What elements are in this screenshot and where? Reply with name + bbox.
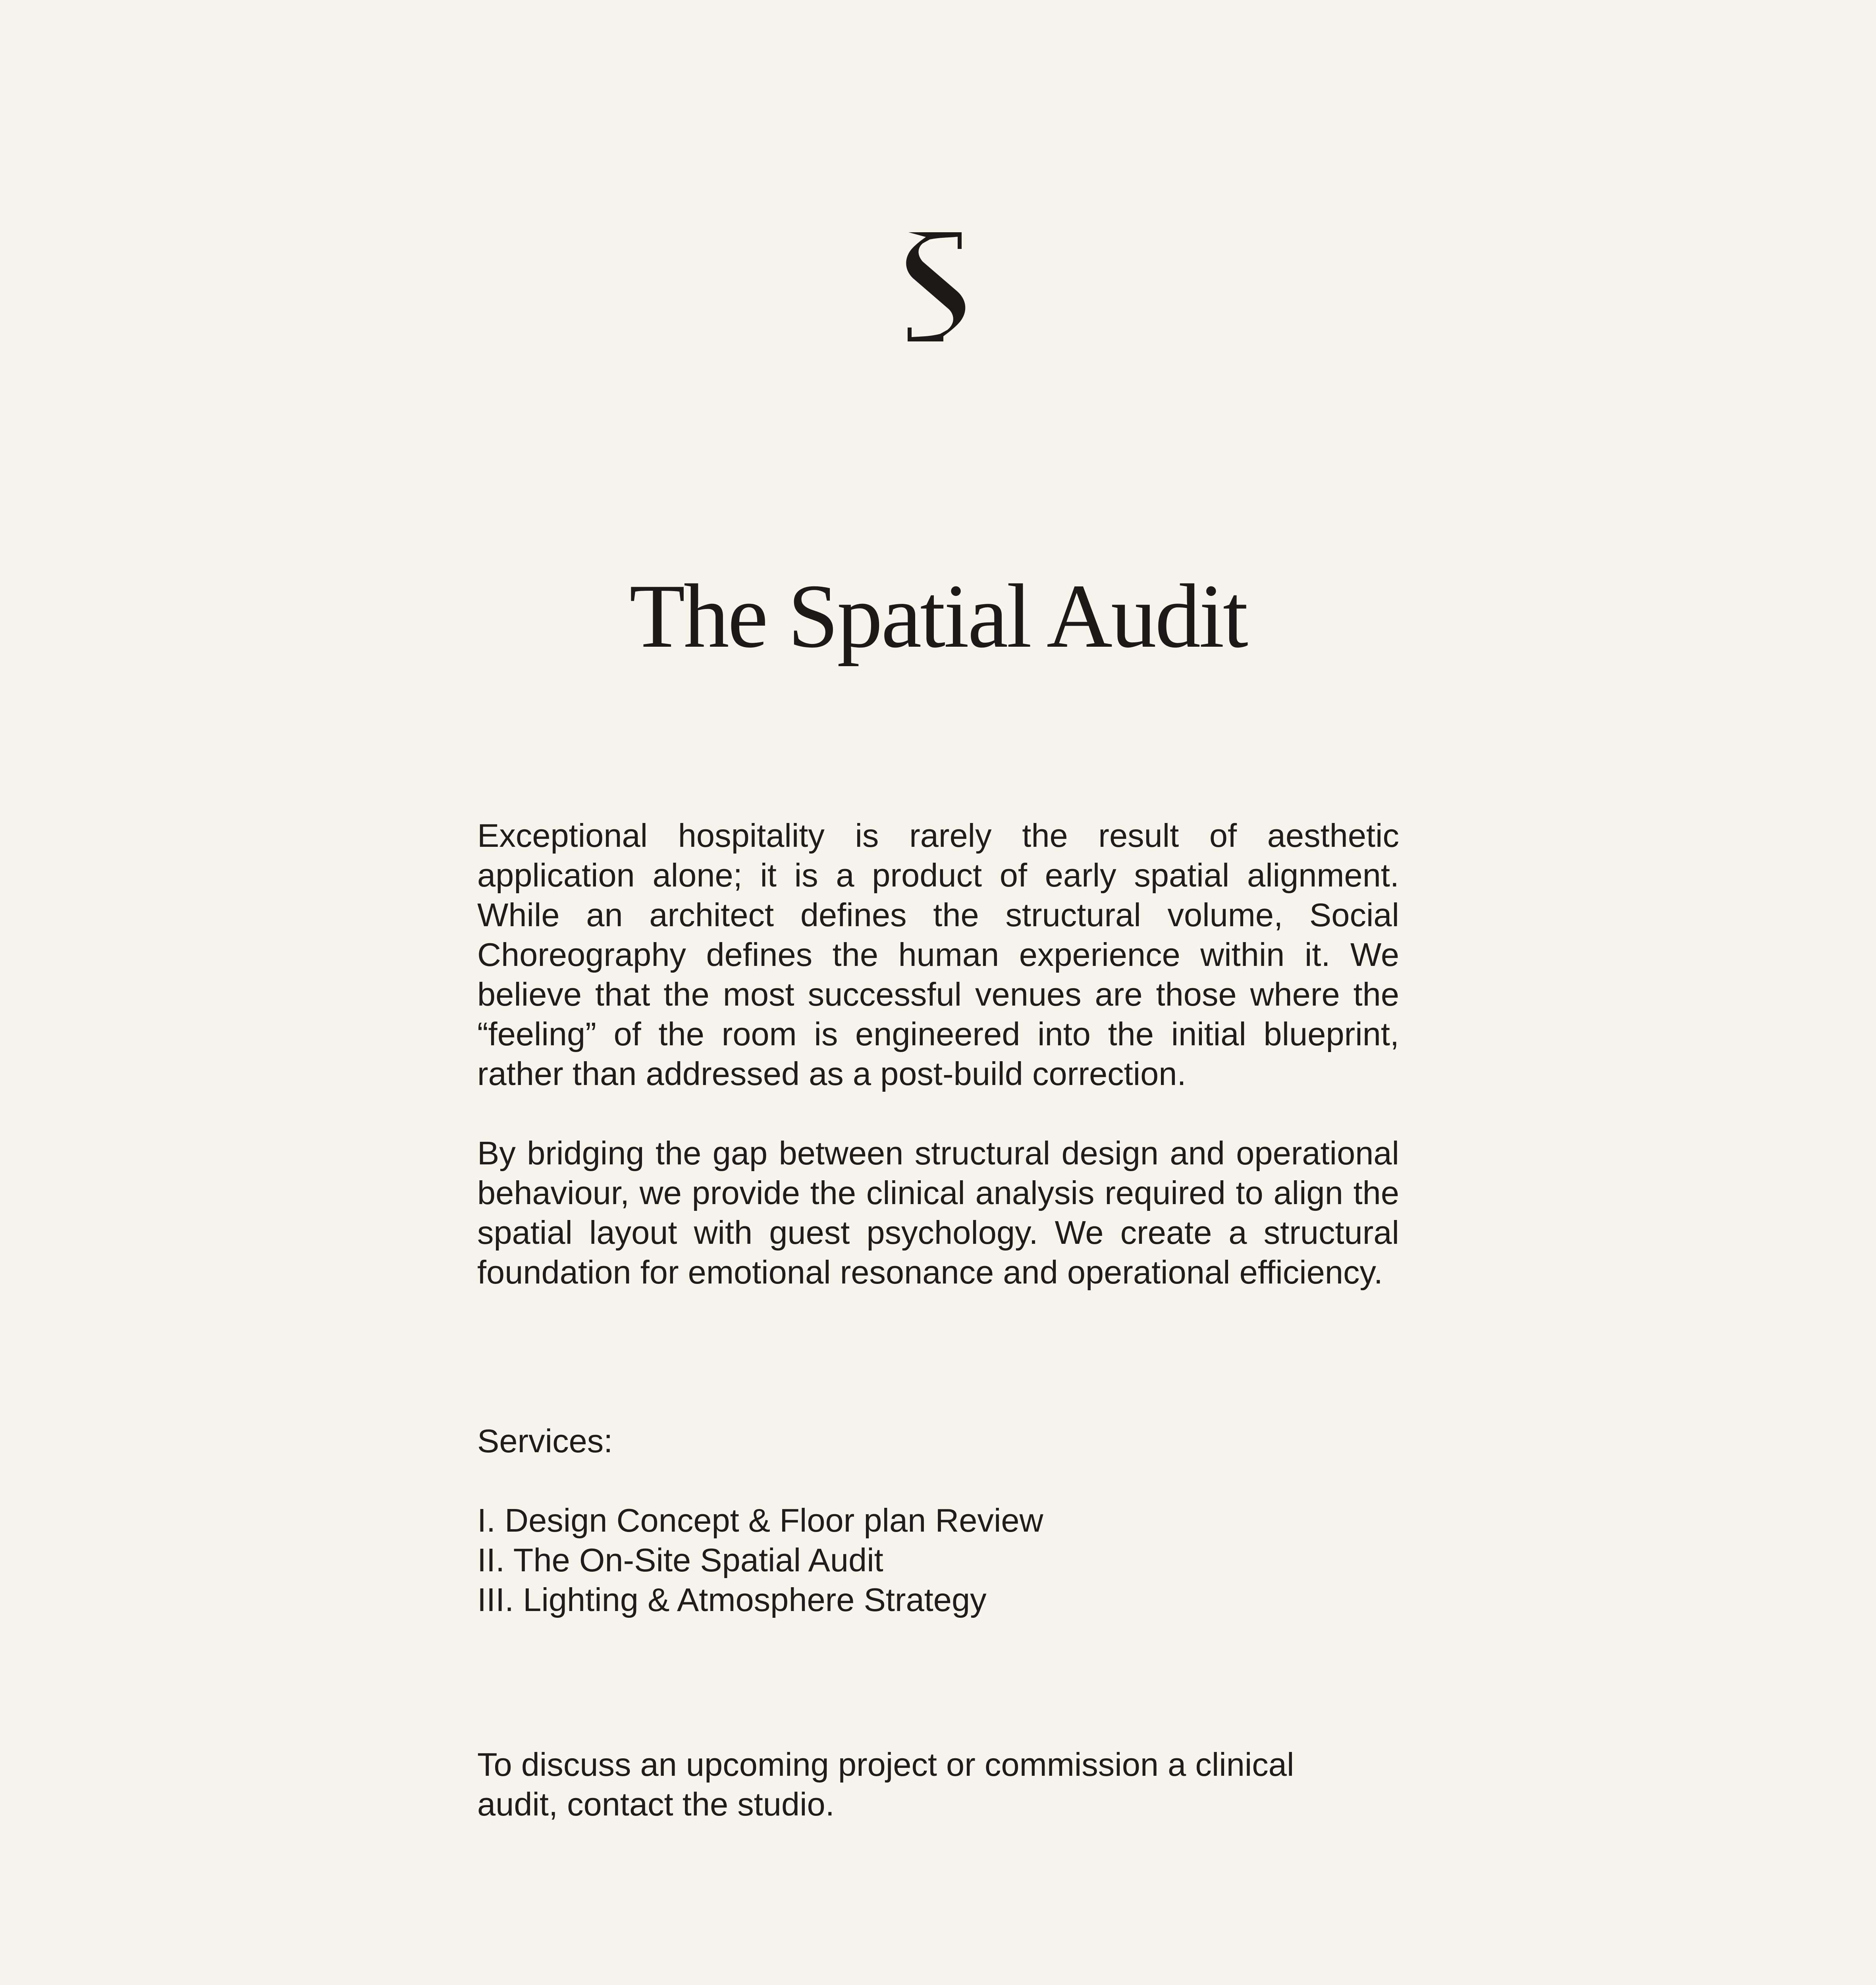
- services-section: [477, 1421, 1399, 1620]
- s-monogram-icon: [905, 232, 969, 341]
- page-title: The Spatial Audit: [629, 565, 1247, 667]
- services-list: [477, 1501, 1399, 1620]
- intro-paragraph: By bridging the gap between structural design and operational behaviour, we provide the clinical analysis required to align the spatial layout with guest psychology. We create a structural foundation for emotional resonance and operational efficiency.: [477, 1135, 1399, 1291]
- services-label: Services:: [477, 1422, 613, 1459]
- intro-section: [477, 816, 1399, 1292]
- services-item: I. Design Concept & Floor plan Review: [477, 1502, 1043, 1539]
- services-item: II. The On-Site Spatial Audit: [477, 1542, 883, 1578]
- contact-call-to-action: [477, 1745, 1343, 1824]
- cta-text: To discuss an upcoming project or commission a clinical audit, contact the studio.: [477, 1746, 1294, 1823]
- services-item: III. Lighting & Atmosphere Strategy: [477, 1581, 987, 1618]
- intro-paragraph: Exceptional hospitality is rarely the result of aesthetic application alone; it is a product of early spatial alignment. While an architect defines the structural volume, Social Choreography defines the human experience within it. We believe that the most successful venues are those where the “feeling” of the room is engineered into the initial blueprint, rather than addressed as a post-build correction.: [477, 817, 1399, 1092]
